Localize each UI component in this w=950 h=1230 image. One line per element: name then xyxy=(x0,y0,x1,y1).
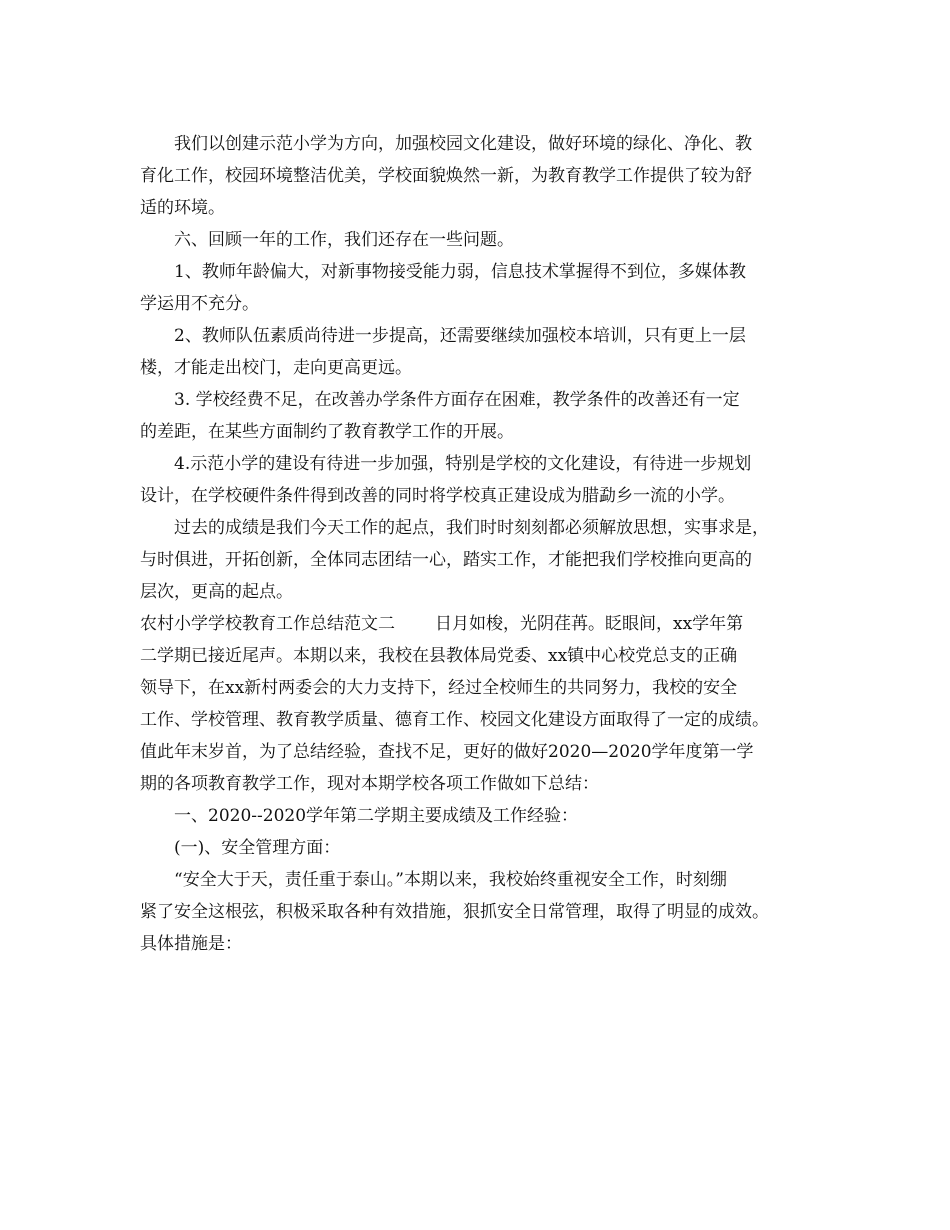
paragraph-line: 工作、学校管理、教育教学质量、德育工作、校园文化建设方面取得了一定的成绩。 xyxy=(140,710,769,730)
title-line xyxy=(140,608,830,640)
list-item-line: 楼，才能走出校门，走向更高更远。 xyxy=(140,358,412,378)
article-title: 农村小学学校教育工作总结范文二 xyxy=(140,614,395,634)
paragraph-line: 值此年末岁首，为了总结经验，查找不足，更好的做好2020—2020学年度第一学 xyxy=(140,742,754,762)
paragraph-line: 适的环境。 xyxy=(140,198,225,218)
paragraph-line: 层次，更高的起点。 xyxy=(140,582,293,602)
list-item-line: 设计，在学校硬件条件得到改善的同时将学校真正建设成为腊勐乡一流的小学。 xyxy=(140,486,735,506)
paragraph-line: 过去的成绩是我们今天工作的起点，我们时时刻刻都必须解放思想，实事求是， xyxy=(174,518,769,538)
paragraph-line: “安全大于天，责任重于泰山。”本期以来，我校始终重视安全工作，时刻绷 xyxy=(174,870,727,890)
list-item-line: 4.示范小学的建设有待进一步加强，特别是学校的文化建设，有待进一步规划 xyxy=(174,454,752,474)
paragraph-line: 日月如梭，光阴荏苒。眨眼间，xx学年第 xyxy=(435,614,744,634)
paragraph-line: 二学期已接近尾声。本期以来，我校在县教体局党委、xx镇中心校党总支的正确 xyxy=(140,646,738,666)
document-body xyxy=(140,128,830,960)
section-heading: 六、回顾一年的工作，我们还存在一些问题。 xyxy=(174,230,514,250)
section-heading: 一、2020--2020学年第二学期主要成绩及工作经验： xyxy=(174,806,579,826)
list-item-line: 2、教师队伍素质尚待进一步提高，还需要继续加强校本培训，只有更上一层 xyxy=(174,326,746,346)
paragraph-line: 与时俱进，开拓创新，全体同志团结一心，踏实工作，才能把我们学校推向更高的 xyxy=(140,550,752,570)
list-item-line: 3. 学校经费不足，在改善办学条件方面存在困难，教学条件的改善还有一定 xyxy=(174,390,740,410)
paragraph-line: 育化工作，校园环境整洁优美，学校面貌焕然一新，为教育教学工作提供了较为舒 xyxy=(140,166,752,186)
paragraph-line: 具体措施是： xyxy=(140,934,242,954)
subsection-heading: (一)、安全管理方面： xyxy=(174,838,341,858)
paragraph-line: 紧了安全这根弦，积极采取各种有效措施，狠抓安全日常管理，取得了明显的成效。 xyxy=(140,902,769,922)
list-item-line: 的差距，在某些方面制约了教育教学工作的开展。 xyxy=(140,422,514,442)
paragraph-line: 领导下，在xx新村两委会的大力支持下，经过全校师生的共同努力，我校的安全 xyxy=(140,678,738,698)
list-item-line: 1、教师年龄偏大，对新事物接受能力弱，信息技术掌握得不到位，多媒体教 xyxy=(174,262,746,282)
paragraph-line: 我们以创建示范小学为方向，加强校园文化建设，做好环境的绿化、净化、教 xyxy=(174,134,752,154)
paragraph-line: 期的各项教育教学工作，现对本期学校各项工作做如下总结： xyxy=(140,774,599,794)
list-item-line: 学运用不充分。 xyxy=(140,294,259,314)
